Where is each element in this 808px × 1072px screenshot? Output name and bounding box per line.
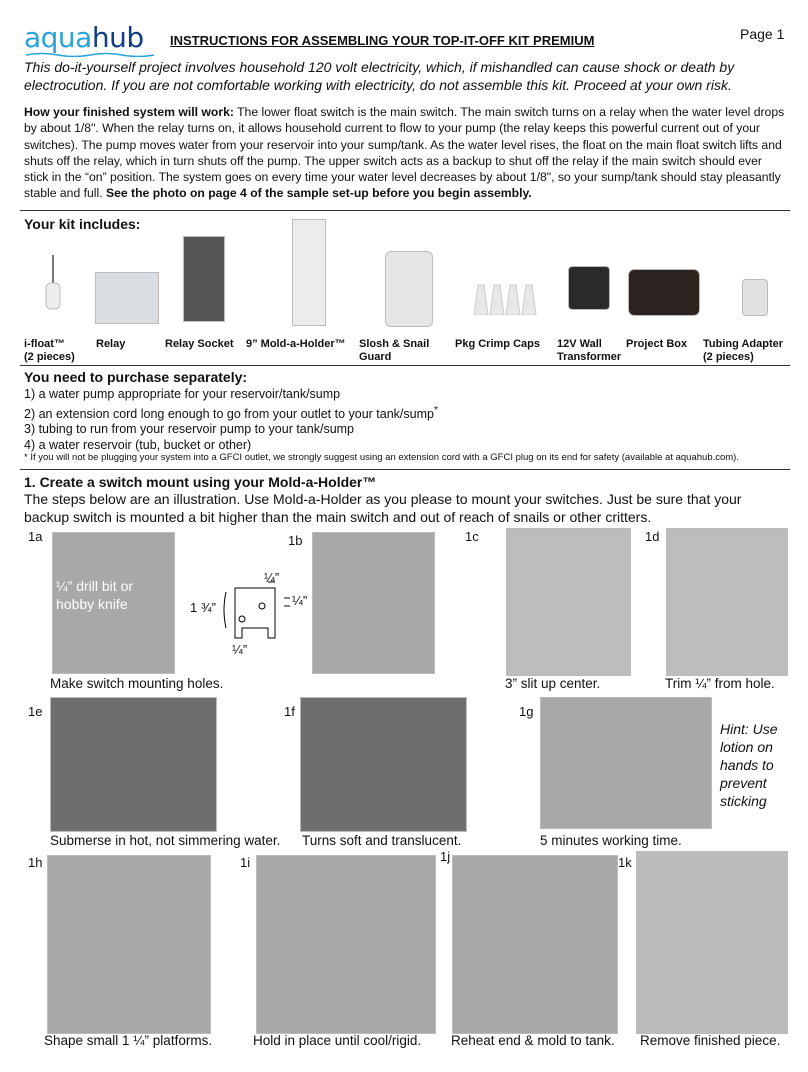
page-number: Page 1	[740, 26, 785, 42]
step-1b-diagram	[180, 570, 315, 660]
how-it-works	[24, 104, 786, 202]
step-1i-photo	[256, 855, 436, 1034]
overlay-line: ¼” drill bit or	[56, 578, 134, 594]
relay-photo	[95, 272, 159, 324]
hint-line: prevent	[720, 775, 767, 791]
kit-label-transformer	[557, 338, 621, 364]
step-number: 1i	[240, 855, 251, 870]
mold-a-holder-photo	[292, 219, 326, 326]
step-1h-photo	[47, 855, 211, 1034]
kit-label-line: (2 pieces)	[703, 351, 754, 363]
dim-left: 1 ¾”	[190, 600, 217, 615]
kit-label-line: Tubing Adapter	[703, 338, 784, 350]
step-number: 1c	[465, 529, 479, 544]
kit-heading: Your kit includes:	[24, 216, 141, 232]
step-caption: Remove finished piece.	[640, 1033, 781, 1048]
kit-label-line: Slosh & Snail	[359, 338, 430, 350]
kit-label-line: i-float™	[24, 338, 65, 350]
project-box-photo	[628, 269, 700, 316]
step-number: 1a	[28, 529, 43, 544]
logo-wave-icon	[26, 52, 154, 57]
divider	[20, 365, 790, 366]
step-number: 1k	[618, 855, 632, 870]
kit-label-line: 12V Wall	[557, 338, 602, 350]
kit-label-crimp-caps	[455, 338, 540, 351]
kit-label-relay	[96, 338, 125, 351]
step-1g-photo	[540, 697, 712, 829]
step-number: 1b	[288, 533, 303, 548]
asterisk: *	[433, 404, 439, 416]
list-item: 3) tubing to run from your reservoir pump to your tank/sump	[24, 422, 355, 437]
hint-line: Hint: Use	[720, 721, 778, 737]
kit-label-ifloat	[24, 338, 75, 364]
divider	[20, 469, 790, 470]
hint-line: hands to	[720, 757, 774, 773]
kit-label-slosh-guard	[359, 338, 429, 364]
list-item-text: 2) an extension cord long enough to go from your outlet to your tank/sump	[24, 406, 434, 421]
section1-heading: 1. Create a switch mount using your Mold-a-Holder™	[24, 474, 377, 490]
divider	[20, 210, 790, 211]
step-1j-photo	[452, 855, 618, 1034]
step-caption: Turns soft and translucent.	[302, 833, 462, 848]
overlay-line: hobby knife	[56, 596, 128, 612]
kit-label-project-box	[626, 338, 687, 351]
step-1c-photo	[506, 528, 631, 676]
kit-label-line: Pkg Crimp Caps	[455, 338, 540, 350]
how-lead: How your finished system will work:	[24, 105, 234, 119]
step-1d-photo	[666, 528, 788, 676]
page-title: INSTRUCTIONS FOR ASSEMBLING YOUR TOP-IT-OFF KIT PREMIUM	[170, 33, 595, 48]
list-item	[24, 403, 438, 423]
hint-line: lotion on	[720, 739, 773, 755]
step-caption: Shape small 1 ¼” platforms.	[44, 1033, 213, 1048]
safety-warning: This do-it-yourself project involves household 120 volt electricity, which, if mishandled can cause shock or death by electrocution. If you are not comfortable working with electricity, do not assemble this kit. Proceed at your own risk.	[24, 59, 735, 93]
kit-label-line: 9” Mold-a-Holder™	[246, 338, 346, 350]
how-tail: See the photo on page 4 of the sample set-up before you begin assembly.	[105, 186, 532, 201]
hint-line: sticking	[720, 793, 767, 809]
kit-label-tubing-adapter	[703, 338, 783, 364]
purchase-list	[24, 387, 438, 453]
purchase-heading: You need to purchase separately:	[24, 369, 248, 385]
step-1e-photo	[50, 697, 217, 832]
kit-label-line: Project Box	[626, 338, 688, 350]
step-1a-photo	[52, 532, 175, 674]
list-item: 1) a water pump appropriate for your reservoir/tank/sump	[24, 387, 341, 401]
step-caption: Submerse in hot, not simmering water.	[50, 833, 281, 848]
section1-intro: The steps below are an illustration. Use Mold-a-Holder as you please to mount your switches. Just be sure that your backup switch is mounted a bit higher than the main switch and out of reach of snails or other critters.	[24, 491, 742, 525]
step-caption: 3” slit up center.	[505, 676, 601, 691]
list-item: 4) a water reservoir (tub, bucket or other)	[24, 437, 252, 452]
step-caption: Make switch mounting holes.	[50, 676, 224, 691]
step-number: 1e	[28, 704, 43, 719]
transformer-photo	[568, 266, 610, 310]
kit-label-relay-socket	[165, 338, 233, 351]
step-number: 1h	[28, 855, 43, 870]
crimp-caps-photo	[470, 281, 546, 315]
kit-label-mold-a-holder	[246, 338, 346, 351]
gfci-note: * If you will not be plugging your system into a GFCI outlet, we strongly suggest using an extension cord with a GFCI plug on its end for safety (available at aquahub.com).	[24, 452, 739, 463]
logo-text-hub: hub	[91, 21, 144, 54]
step-1b-photo	[312, 532, 435, 674]
dim-bottom: ¼”	[232, 642, 248, 657]
dim-right: ¼”	[292, 593, 308, 608]
hint-text	[720, 720, 790, 810]
i-float-photo	[40, 255, 66, 315]
kit-label-line: Transformer	[557, 351, 622, 363]
step-1a-overlay	[56, 577, 133, 613]
step-number: 1f	[284, 704, 295, 719]
kit-label-line: Relay	[96, 338, 126, 350]
step-caption: Hold in place until cool/rigid.	[253, 1033, 422, 1048]
step-1f-photo	[300, 697, 467, 832]
kit-label-line: (2 pieces)	[24, 351, 75, 363]
step-number: 1g	[519, 704, 534, 719]
kit-label-line: Relay Socket	[165, 338, 234, 350]
tubing-adapter-photo	[742, 279, 768, 316]
kit-label-line: Guard	[359, 351, 392, 363]
slosh-guard-photo	[385, 251, 433, 327]
step-number: 1d	[645, 529, 660, 544]
step-1k-photo	[636, 851, 788, 1034]
relay-socket-photo	[183, 236, 225, 322]
step-number: 1j	[440, 849, 451, 864]
step-caption: Trim ¼” from hole.	[665, 676, 775, 691]
aquahub-logo	[24, 22, 144, 54]
mount-dimension-diagram	[180, 570, 315, 660]
step-caption: 5 minutes working time.	[540, 833, 682, 848]
dim-top: ¼”	[264, 570, 280, 585]
step-caption: Reheat end & mold to tank.	[451, 1033, 615, 1048]
logo-text-aqua: aqua	[24, 21, 92, 54]
how-body: The lower float switch is the main switch. The main switch turns on a relay when the water level drops by about 1/8". When the relay turns on, it allows household current to flow to your pump (the relay keeps this powerful current out of your switches). The pump moves water from your reservoir into your sump/tank. As the water level rises, the float on the main float switch lifts and shuts off the relay, which in turn shuts off the pump. The upper switch acts as a backup to shut off the relay if the main switch should ever stick in the “on” position. The system goes on every time your water level decreases by about 1/8", so your sump/tank should stay pleasantly stable and full.	[24, 105, 785, 201]
